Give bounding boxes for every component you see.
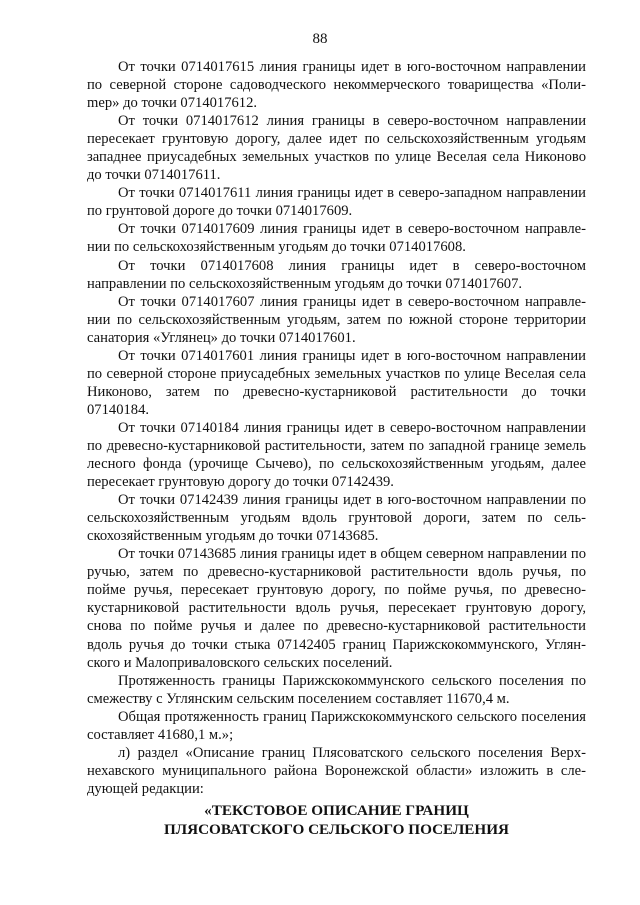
section-heading xyxy=(87,798,586,839)
paragraph: Общая протяженность границ Парижскокоммунского сельского поселения составляет 41680,1 м.»; xyxy=(87,708,586,743)
paragraph: От точки 07143685 линия границы идет в общем северном направлении по ручью, затем по древесно-кустарниковой растительности вдоль ручья, по пойме ручья, пересекает грунтовую дорогу, по пойме ручья, по древесно-кустарниковой растительности вдоль ручья, пересекает грунтовую дорогу, снова по пойме ручья и далее по древесно-кустарниковой растительности вдоль ручья до точки стыка 07142405 границ Парижскокоммунского, Углянского и Малоприваловского сельских поселений. xyxy=(87,546,586,671)
paragraph: От точки 07140184 линия границы идет в северо-восточном направлении по древесно-кустарниковой растительности, затем по западной границе земель лесного фонда (урочище Сычево), по сельскохозяйственным угодьям, далее пересекает грунтовую дорогу до точки 07142439. xyxy=(87,419,586,491)
paragraph: Протяженность границы Парижскокоммунского сельского поселения по смежеству с Углянским сельским поселением составляет 11670,4 м. xyxy=(87,672,586,707)
paragraph: От точки 0714017609 линия границы идет в северо-восточном направлении по сельскохозяйственным угодьям до точки 0714017608. xyxy=(87,221,586,256)
paragraph: От точки 0714017608 линия границы идет в северо-восточном направлении по сельскохозяйственным угодьям до точки 0714017607. xyxy=(87,257,586,292)
paragraph: От точки 0714017612 линия границы в северо-восточном направлении пересекает грунтовую дорогу, далее идет по сельскохозяйственным угодьям западнее приусадебных земельных участков по улице Веселая села Никоново до точки 0714017611. xyxy=(87,113,586,184)
paragraph: От точки 0714017607 линия границы идет в северо-восточном направлении по сельскохозяйственным угодьям, затем по южной стороне территории санатория «Углянец» до точки 0714017601. xyxy=(87,293,586,346)
paragraph: От точки 0714017611 линия границы идет в северо-западном направлении по грунтовой дороге до точки 0714017609. xyxy=(87,185,586,220)
paragraph: л) раздел «Описание границ Плясоватского сельского поселения Верхнехавского муниципального района Воронежской области» изложить в следующей редакции: xyxy=(87,744,586,797)
section-heading-line: «ТЕКСТОВОЕ ОПИСАНИЕ ГРАНИЦ xyxy=(204,801,469,819)
paragraph: От точки 07142439 линия границы идет в юго-восточном направлении по сельскохозяйственным угодьям вдоль грунтовой дороги, затем по сельскохозяйственным угодьям до точки 07143685. xyxy=(87,492,586,545)
document-body xyxy=(87,58,586,839)
page-number: 88 xyxy=(312,31,328,47)
paragraph: От точки 0714017615 линия границы идет в юго-восточном направлении по северной стороне садоводческого некоммерческого товарищества «Полиmер» до точки 0714017612. xyxy=(87,59,586,112)
paragraph: От точки 0714017601 линия границы идет в юго-восточном направлении по северной стороне приусадебных земельных участков по улице Веселая села Никоново, затем по древесно-кустарниковой растительности до точки 07140184. xyxy=(87,347,586,418)
section-heading-line: ПЛЯСОВАТСКОГО СЕЛЬСКОГО ПОСЕЛЕНИЯ xyxy=(163,820,510,838)
